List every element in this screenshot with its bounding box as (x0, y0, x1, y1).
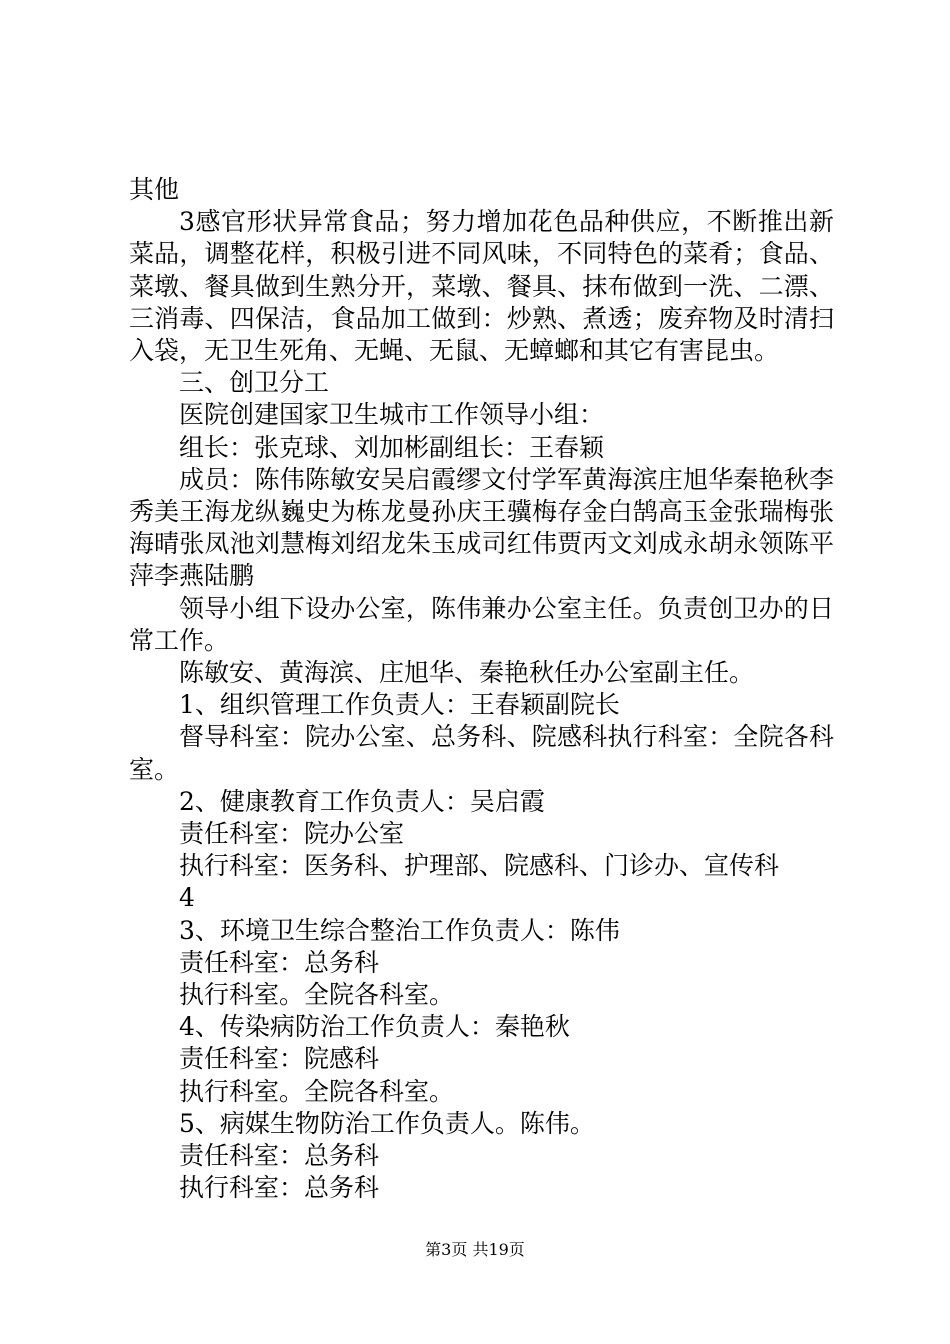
item-5-heading: 5、病媒生物防治工作负责人。陈伟。 (179, 1108, 595, 1138)
item-5-executing: 执行科室：总务科 (179, 1173, 380, 1203)
paragraph-members: 成员：陈伟陈敏安吴启霞缪文付学军黄海滨庄旭华秦艳秋李秀美王海龙纵巍史为栋龙曼孙庆王骥梅存金白鹄高玉金张瑞梅张海晴张凤池刘慧梅刘绍龙朱玉成司红伟贾丙文刘成永胡永领陈平萍李燕陆鹏 (129, 464, 834, 591)
paragraph-group-leaders: 组长：张克球、刘加彬副组长：王春颖 (179, 432, 605, 462)
item-1-heading: 1、组织管理工作负责人：王春颖副院长 (179, 690, 620, 720)
item-1-departments: 督导科室：院办公室、总务科、院感科执行科室：全院各科室。 (129, 722, 834, 784)
item-2-executing: 执行科室：医务科、护理部、院感科、门诊办、宣传科 (179, 851, 780, 881)
item-4-heading: 4、传染病防治工作负责人：秦艳秋 (179, 1012, 570, 1042)
item-2-heading: 2、健康教育工作负责人：吴启霞 (179, 786, 545, 816)
document-body (129, 174, 834, 1205)
item-4-responsible: 责任科室：院感科 (179, 1044, 380, 1074)
page-footer: 第3页 共19页 (425, 1240, 525, 1259)
stray-number: 4 (179, 883, 195, 913)
item-3-responsible: 责任科室：总务科 (179, 947, 380, 977)
item-3-heading: 3、环境卫生综合整治工作负责人：陈伟 (179, 915, 620, 945)
paragraph-deputy-directors: 陈敏安、黄海滨、庄旭华、秦艳秋任办公室副主任。 (179, 658, 755, 688)
paragraph-leading-group: 医院创建国家卫生城市工作领导小组： (179, 400, 605, 430)
section-heading-division: 三、创卫分工 (179, 368, 330, 398)
item-2-responsible: 责任科室：院办公室 (179, 819, 405, 849)
item-5-responsible: 责任科室：总务科 (179, 1141, 380, 1171)
item-3-executing: 执行科室。全院各科室。 (179, 980, 455, 1010)
paragraph-other: 其他 (129, 175, 180, 204)
paragraph-food-hygiene: 3感官形状异常食品；努力增加花色品种供应，不断推出新菜品，调整花样，积极引进不同风味，不同特色的菜肴；食品、菜墩、餐具做到生熟分开，菜墩、餐具、抹布做到一洗、二漂、三消毒、四保洁，食品加工做到：炒熟、煮透；废弃物及时清扫入袋，无卫生死角、无蝇、无鼠、无蟑螂和其它有害昆虫。 (129, 207, 834, 366)
item-4-executing: 执行科室。全院各科室。 (179, 1076, 455, 1106)
paragraph-office: 领导小组下设办公室，陈伟兼办公室主任。负责创卫办的日常工作。 (129, 593, 834, 655)
